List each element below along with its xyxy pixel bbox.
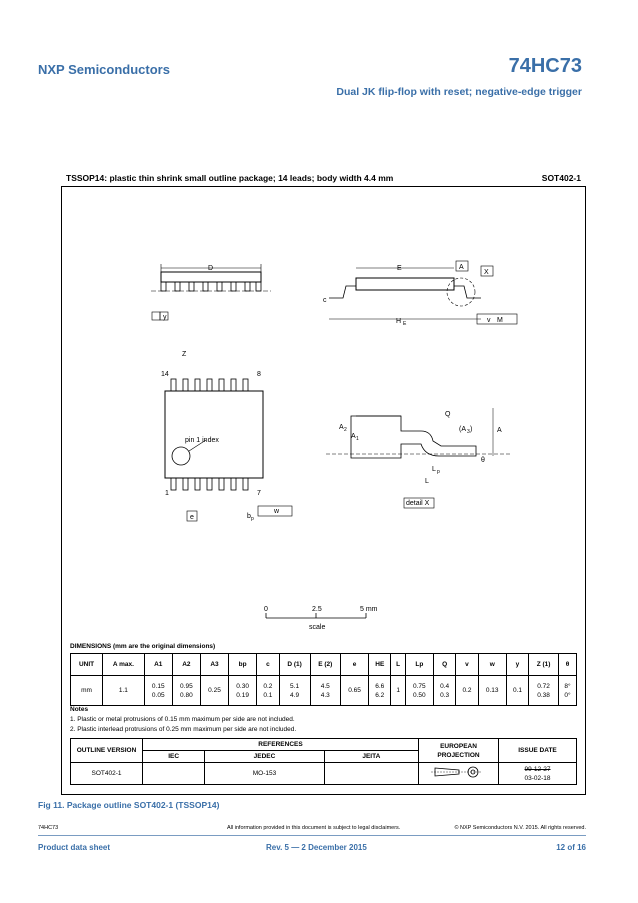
dimension-value	[200, 676, 228, 706]
dimension-value-line: 0.3	[440, 691, 450, 699]
dimension-value-line: 0.19	[236, 691, 249, 699]
scale-zero: 0	[264, 606, 268, 613]
label-Lp-sub: p	[437, 469, 440, 475]
dimension-value-line: 0.65	[348, 687, 361, 694]
dimension-value-line: 0.1	[263, 691, 273, 699]
part-number: 74HC73	[508, 55, 582, 77]
label-A1: A	[351, 433, 356, 440]
dimension-value	[433, 676, 455, 706]
dimension-value-line: 0.50	[413, 691, 426, 699]
footer-product: Product data sheet	[38, 843, 111, 852]
dimension-value	[478, 676, 506, 706]
notes-title: Notes	[70, 706, 89, 713]
dimension-header: Z (1)	[529, 654, 559, 676]
references-header: REFERENCES	[143, 739, 419, 751]
company-name: NXP Semiconductors	[38, 62, 170, 77]
dimension-header: A max.	[103, 654, 145, 676]
references-table	[70, 738, 577, 785]
scale-label: scale	[309, 624, 326, 631]
side-view-top	[151, 264, 271, 320]
dimension-value	[172, 676, 200, 706]
label-w: w	[274, 508, 280, 515]
label-E: E	[397, 265, 402, 272]
issue-date-old: 99-12-27	[524, 765, 551, 773]
footer-doc-id: 74HC73	[38, 825, 59, 831]
dimension-value-line: 0.75	[413, 682, 426, 690]
dimension-value-line: 0.15	[151, 682, 165, 690]
projection-symbol	[419, 763, 499, 785]
label-L: L	[425, 478, 429, 485]
label-A-datum: A	[459, 264, 464, 271]
label-Lp: L	[432, 466, 436, 473]
label-A3-sub: 3	[467, 429, 470, 435]
dimension-value-line: 8°	[564, 682, 571, 690]
dimension-header: y	[506, 654, 528, 676]
label-bp: b	[247, 513, 251, 520]
label-D: D	[208, 265, 214, 272]
label-bp-sub: p	[251, 516, 254, 522]
package-code: SOT402-1	[541, 173, 581, 183]
label-theta: θ	[481, 457, 485, 464]
label-A: A	[497, 427, 502, 434]
footer-disclaimer: All information provided in this document is subject to legal disclaimers.	[227, 825, 401, 831]
footer-copyright: © NXP Semiconductors N.V. 2015. All rights reserved.	[454, 825, 586, 831]
dimensions-header-row	[71, 654, 577, 676]
dimension-value-line: 4.9	[290, 691, 300, 699]
label-Z: Z	[182, 351, 187, 358]
dimension-value-line: 4.3	[320, 691, 330, 699]
iec-value	[143, 763, 205, 785]
footer-divider	[38, 835, 586, 836]
label-pin-7: 7	[257, 490, 261, 497]
dimension-value	[310, 676, 340, 706]
label-A3: (A	[459, 426, 466, 433]
document-subtitle: Dual JK flip-flop with reset; negative-edge trigger	[336, 86, 582, 98]
dimension-value-line: 1.1	[118, 687, 128, 694]
outline-version-value: SOT402-1	[71, 763, 143, 785]
issue-date-header: ISSUE DATE	[499, 739, 577, 763]
dimensions-title: DIMENSIONS (mm are the original dimensions)	[70, 643, 216, 650]
european-projection-header: EUROPEAN PROJECTION	[419, 739, 499, 763]
jeita-value	[324, 763, 418, 785]
dimension-value	[456, 676, 478, 706]
dimension-header: E (2)	[310, 654, 340, 676]
dimension-value	[559, 676, 577, 706]
dimension-value-line: 0.95	[180, 682, 193, 690]
dimension-value-line: 0°	[564, 691, 571, 699]
dimension-value	[506, 676, 528, 706]
dimension-value-line: 0.30	[236, 682, 249, 690]
dimension-value	[391, 676, 405, 706]
dimension-value	[340, 676, 368, 706]
dimension-value-line: 6.2	[375, 691, 385, 699]
top-view	[165, 379, 292, 521]
footer-revision: Rev. 5 — 2 December 2015	[266, 843, 367, 852]
label-HE-sub: E	[403, 321, 407, 327]
dimension-header: θ	[559, 654, 577, 676]
label-pin-14: 14	[161, 371, 169, 378]
dimension-header: bp	[229, 654, 257, 676]
note-2: 2. Plastic interlead protrusions of 0.25 mm maximum per side are not included.	[70, 726, 297, 733]
dimension-value	[71, 676, 103, 706]
iec-header: IEC	[143, 751, 205, 763]
label-v: v	[487, 317, 491, 324]
dimension-value	[405, 676, 433, 706]
dimension-value	[257, 676, 279, 706]
dimension-value-line: 1	[396, 687, 400, 694]
dimension-value	[103, 676, 145, 706]
issue-dates	[499, 763, 577, 785]
dimension-header: Q	[433, 654, 455, 676]
dimension-value-line: mm	[81, 687, 92, 694]
scale-end: 5 mm	[360, 606, 378, 613]
label-e: e	[190, 514, 194, 521]
end-view	[329, 261, 517, 324]
dimension-header: A2	[172, 654, 200, 676]
dimension-header: v	[456, 654, 478, 676]
label-X: X	[484, 269, 489, 276]
dimension-value-line: 4.5	[320, 682, 330, 690]
label-A2: A	[339, 424, 344, 431]
dimension-value-line: 6.6	[375, 682, 385, 690]
dimension-value-line: 0.1	[512, 687, 522, 694]
package-title: TSSOP14: plastic thin shrink small outline package; 14 leads; body width 4.4 mm	[66, 173, 394, 183]
dimension-value	[144, 676, 172, 706]
projection-icon	[429, 764, 489, 780]
label-c: c	[323, 297, 327, 304]
dimension-value-line: 0.25	[208, 687, 221, 694]
dimension-header: UNIT	[71, 654, 103, 676]
dimensions-table	[70, 653, 577, 706]
label-M: M	[497, 317, 503, 324]
label-A2-sub: 2	[344, 427, 347, 433]
label-pin1-index: pin 1 index	[185, 437, 219, 444]
dimension-value-line: 0.38	[537, 691, 550, 699]
scale-mid: 2.5	[312, 606, 322, 613]
label-A3-close: )	[470, 426, 473, 433]
dimension-header: w	[478, 654, 506, 676]
dimension-header: L	[391, 654, 405, 676]
dimension-header: D (1)	[279, 654, 310, 676]
dimension-header: A1	[144, 654, 172, 676]
jedec-value: MO-153	[205, 763, 324, 785]
dimension-value	[369, 676, 391, 706]
issue-date-new: 03-02-18	[524, 774, 551, 782]
label-pin-8: 8	[257, 371, 261, 378]
figure-caption: Fig 11. Package outline SOT402-1 (TSSOP14)	[38, 800, 220, 810]
package-outline-drawing	[61, 186, 586, 636]
label-detail-x: detail X	[406, 500, 430, 507]
dimension-header: c	[257, 654, 279, 676]
dimension-value-line: 0.2	[263, 682, 273, 690]
outline-version-header: OUTLINE VERSION	[71, 739, 143, 763]
dimension-header: Lp	[405, 654, 433, 676]
dimension-header: A3	[200, 654, 228, 676]
label-A1-sub: 1	[356, 436, 359, 442]
scale-bar	[266, 613, 366, 618]
dimension-header: e	[340, 654, 368, 676]
dimension-value-line: 0.13	[485, 687, 499, 694]
footer-page: 12 of 16	[556, 843, 586, 852]
dimension-value-line: 5.1	[290, 682, 300, 690]
label-HE: H	[396, 318, 402, 325]
dimension-value-line: 0.4	[440, 682, 450, 690]
dimension-value	[529, 676, 559, 706]
dimension-value-line: 0.72	[537, 682, 550, 690]
dimension-header: HE	[369, 654, 391, 676]
jedec-header: JEDEC	[205, 751, 324, 763]
dimension-value-line: 0.2	[462, 687, 472, 694]
label-y: y	[163, 314, 167, 321]
label-pin-1: 1	[165, 490, 169, 497]
label-Q: Q	[445, 411, 451, 418]
dimension-value	[279, 676, 310, 706]
note-1: 1. Plastic or metal protrusions of 0.15 mm maximum per side are not included.	[70, 716, 295, 723]
jeita-header: JEITA	[324, 751, 418, 763]
dimension-value	[229, 676, 257, 706]
dimension-value-line: 0.80	[180, 691, 193, 699]
dimensions-value-row	[71, 676, 577, 706]
dimension-value-line: 0.05	[151, 691, 165, 699]
